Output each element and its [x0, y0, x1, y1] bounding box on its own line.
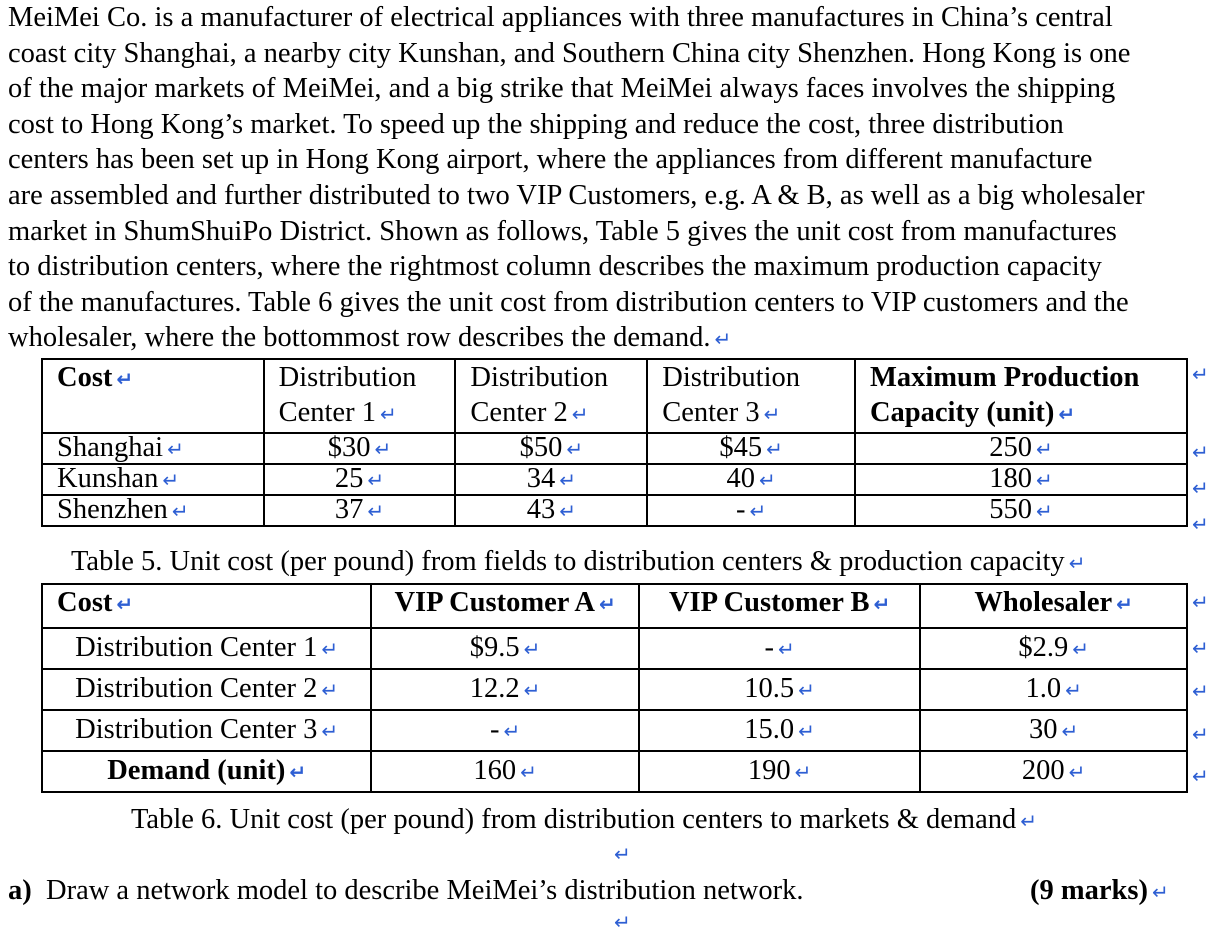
table-row: [42, 495, 1187, 526]
cell: 550 ↵: [855, 495, 1187, 526]
cell: $50 ↵: [455, 433, 647, 464]
return-mark-icon: ↵: [1020, 809, 1038, 833]
header-dc2: Distribution Center 2 ↵: [455, 359, 647, 433]
table-row: [42, 710, 1187, 751]
intro-paragraph: [8, 0, 1224, 358]
table-5-caption: Table 5. Unit cost (per pound) from fields to distribution centers & production capacity ↵: [71, 546, 1086, 577]
cell: 40 ↵: [647, 464, 855, 495]
cell: 34 ↵: [455, 464, 647, 495]
return-mark-icon: ↵: [321, 637, 339, 661]
return-mark-icon: ↵: [777, 637, 795, 661]
return-mark-icon: ↵: [1192, 590, 1209, 614]
question-label: a): [8, 875, 32, 906]
row-name: Shenzhen ↵: [42, 495, 264, 526]
return-mark-icon: ↵: [599, 592, 616, 616]
return-mark-icon: ↵: [167, 437, 184, 461]
return-mark-icon: ↵: [379, 402, 397, 426]
return-mark-icon: ↵: [1192, 764, 1209, 788]
return-mark-icon: ↵: [1061, 719, 1079, 743]
question-marks: (9 marks) ↵: [1030, 875, 1169, 906]
return-mark-icon: ↵: [523, 637, 541, 661]
question-text: Draw a network model to describe MeiMei’s distribution network.: [46, 875, 804, 906]
table-5: [41, 358, 1188, 527]
cell: 10.5 ↵: [639, 669, 920, 710]
return-mark-icon: ↵: [374, 437, 392, 461]
return-mark-icon: ↵: [321, 719, 339, 743]
cell: $30 ↵: [264, 433, 456, 464]
return-mark-icon: ↵: [367, 499, 385, 523]
table-row: [42, 669, 1187, 710]
return-mark-icon: ↵: [367, 468, 385, 492]
row-name: Kunshan ↵: [42, 464, 264, 495]
cell: 43 ↵: [455, 495, 647, 526]
cell: 250 ↵: [855, 433, 1187, 464]
return-mark-icon: ↵: [1192, 722, 1209, 746]
cell: 200 ↵: [920, 751, 1187, 792]
return-mark-icon: ↵: [289, 760, 307, 784]
cell: 15.0 ↵: [639, 710, 920, 751]
return-mark-icon: ↵: [794, 760, 812, 784]
header-dc1: Distribution Center 1 ↵: [264, 359, 456, 433]
return-mark-icon: ↵: [749, 499, 767, 523]
return-mark-icon: ↵: [1068, 760, 1086, 784]
table-header-row: [42, 359, 1187, 433]
cell: 180 ↵: [855, 464, 1187, 495]
cell: - ↵: [639, 628, 920, 669]
header-cost: Cost ↵: [42, 584, 371, 628]
return-mark-icon: ↵: [714, 327, 732, 352]
row-name: Shanghai ↵: [42, 433, 264, 464]
table-6: [41, 583, 1188, 793]
intro-line-text: wholesaler, where the bottommost row describes the demand.: [8, 322, 711, 354]
cell: 160 ↵: [371, 751, 639, 792]
intro-line: to distribution centers, where the rightmost column describes the maximum production capacity: [8, 251, 1102, 283]
return-mark-icon: ↵: [1151, 880, 1169, 904]
return-mark-icon: ↵: [1192, 362, 1209, 386]
cell: 25 ↵: [264, 464, 456, 495]
question-a: [8, 873, 1224, 909]
intro-line: coast city Shanghai, a nearby city Kunshan, and Southern China city Shenzhen. Hong Kong is one: [8, 37, 1131, 69]
return-mark-icon: ↵: [766, 437, 783, 461]
table-6-caption: Table 6. Unit cost (per pound) from distribution centers to markets & demand ↵: [131, 804, 1038, 835]
return-mark-icon: ↵: [798, 719, 815, 743]
return-mark-icon: ↵: [763, 402, 781, 426]
return-mark-icon: ↵: [116, 367, 134, 391]
header-vip-a: VIP Customer A ↵: [371, 584, 639, 628]
return-mark-icon: ↵: [520, 760, 537, 784]
return-mark-icon: ↵: [1035, 437, 1053, 461]
return-mark-icon: ↵: [1035, 499, 1053, 523]
header-cost: Cost ↵: [42, 359, 264, 433]
table-header-row: [42, 584, 1187, 628]
cell: 30 ↵: [920, 710, 1187, 751]
cell: 190 ↵: [639, 751, 920, 792]
header-vip-b: VIP Customer B ↵: [639, 584, 920, 628]
row-name: Distribution Center 3 ↵: [42, 710, 371, 751]
cell: - ↵: [371, 710, 639, 751]
intro-line: cost to Hong Kong’s market. To speed up the shipping and reduce the cost, three distribution: [8, 108, 1064, 140]
return-mark-icon: ↵: [571, 402, 589, 426]
demand-row: [42, 751, 1187, 792]
return-mark-icon: ↵: [559, 468, 576, 492]
return-mark-icon: ↵: [1192, 679, 1209, 703]
header-dc3: Distribution Center 3 ↵: [647, 359, 855, 433]
return-mark-icon: ↵: [162, 468, 180, 492]
row-name: Distribution Center 1 ↵: [42, 628, 371, 669]
return-mark-icon: ↵: [614, 910, 631, 934]
cell: $2.9 ↵: [920, 628, 1187, 669]
cell: $9.5 ↵: [371, 628, 639, 669]
return-mark-icon: ↵: [1116, 592, 1133, 616]
return-mark-icon: ↵: [873, 592, 891, 616]
row-name: Demand (unit) ↵: [42, 751, 371, 792]
cell: 12.2 ↵: [371, 669, 639, 710]
table-row: [42, 628, 1187, 669]
return-mark-icon: ↵: [1065, 678, 1082, 702]
return-mark-icon: ↵: [1192, 440, 1209, 464]
table-row: [42, 464, 1187, 495]
return-mark-icon: ↵: [321, 678, 339, 702]
return-mark-icon: ↵: [1068, 551, 1086, 575]
row-name: Distribution Center 2 ↵: [42, 669, 371, 710]
cell: 1.0 ↵: [920, 669, 1187, 710]
cell: $45 ↵: [647, 433, 855, 464]
return-mark-icon: ↵: [1192, 636, 1209, 660]
return-mark-icon: ↵: [1072, 637, 1089, 661]
return-mark-icon: ↵: [1192, 476, 1209, 500]
intro-line: of the major markets of MeiMei, and a big strike that MeiMei always faces involves the shipping: [8, 73, 1116, 105]
return-mark-icon: ↵: [116, 592, 134, 616]
intro-line: centers has been set up in Hong Kong airport, where the appliances from different manufacture: [8, 144, 1093, 176]
return-mark-icon: ↵: [523, 678, 541, 702]
intro-line: market in ShumShuiPo District. Shown as follows, Table 5 gives the unit cost from manufactures: [8, 215, 1117, 247]
return-mark-icon: ↵: [614, 842, 631, 866]
return-mark-icon: ↵: [1035, 468, 1053, 492]
cell: - ↵: [647, 495, 855, 526]
return-mark-icon: ↵: [171, 499, 189, 523]
cell: 37 ↵: [264, 495, 456, 526]
header-capacity: Maximum Production Capacity (unit) ↵: [855, 359, 1187, 433]
header-wholesaler: Wholesaler ↵: [920, 584, 1187, 628]
intro-line-last: [8, 320, 1224, 358]
intro-line: are assembled and further distributed to two VIP Customers, e.g. A & B, as well as a big wholesaler: [8, 179, 1145, 211]
return-mark-icon: ↵: [1058, 402, 1076, 426]
intro-line: MeiMei Co. is a manufacturer of electrical appliances with three manufactures in China’s central: [8, 2, 1113, 33]
return-mark-icon: ↵: [1192, 512, 1209, 536]
return-mark-icon: ↵: [798, 678, 815, 702]
table-row: [42, 433, 1187, 464]
return-mark-icon: ↵: [503, 719, 521, 743]
return-mark-icon: ↵: [758, 468, 776, 492]
return-mark-icon: ↵: [566, 437, 584, 461]
intro-line: of the manufactures. Table 6 gives the unit cost from distribution centers to VIP customers and the: [8, 286, 1129, 318]
return-mark-icon: ↵: [559, 499, 576, 523]
